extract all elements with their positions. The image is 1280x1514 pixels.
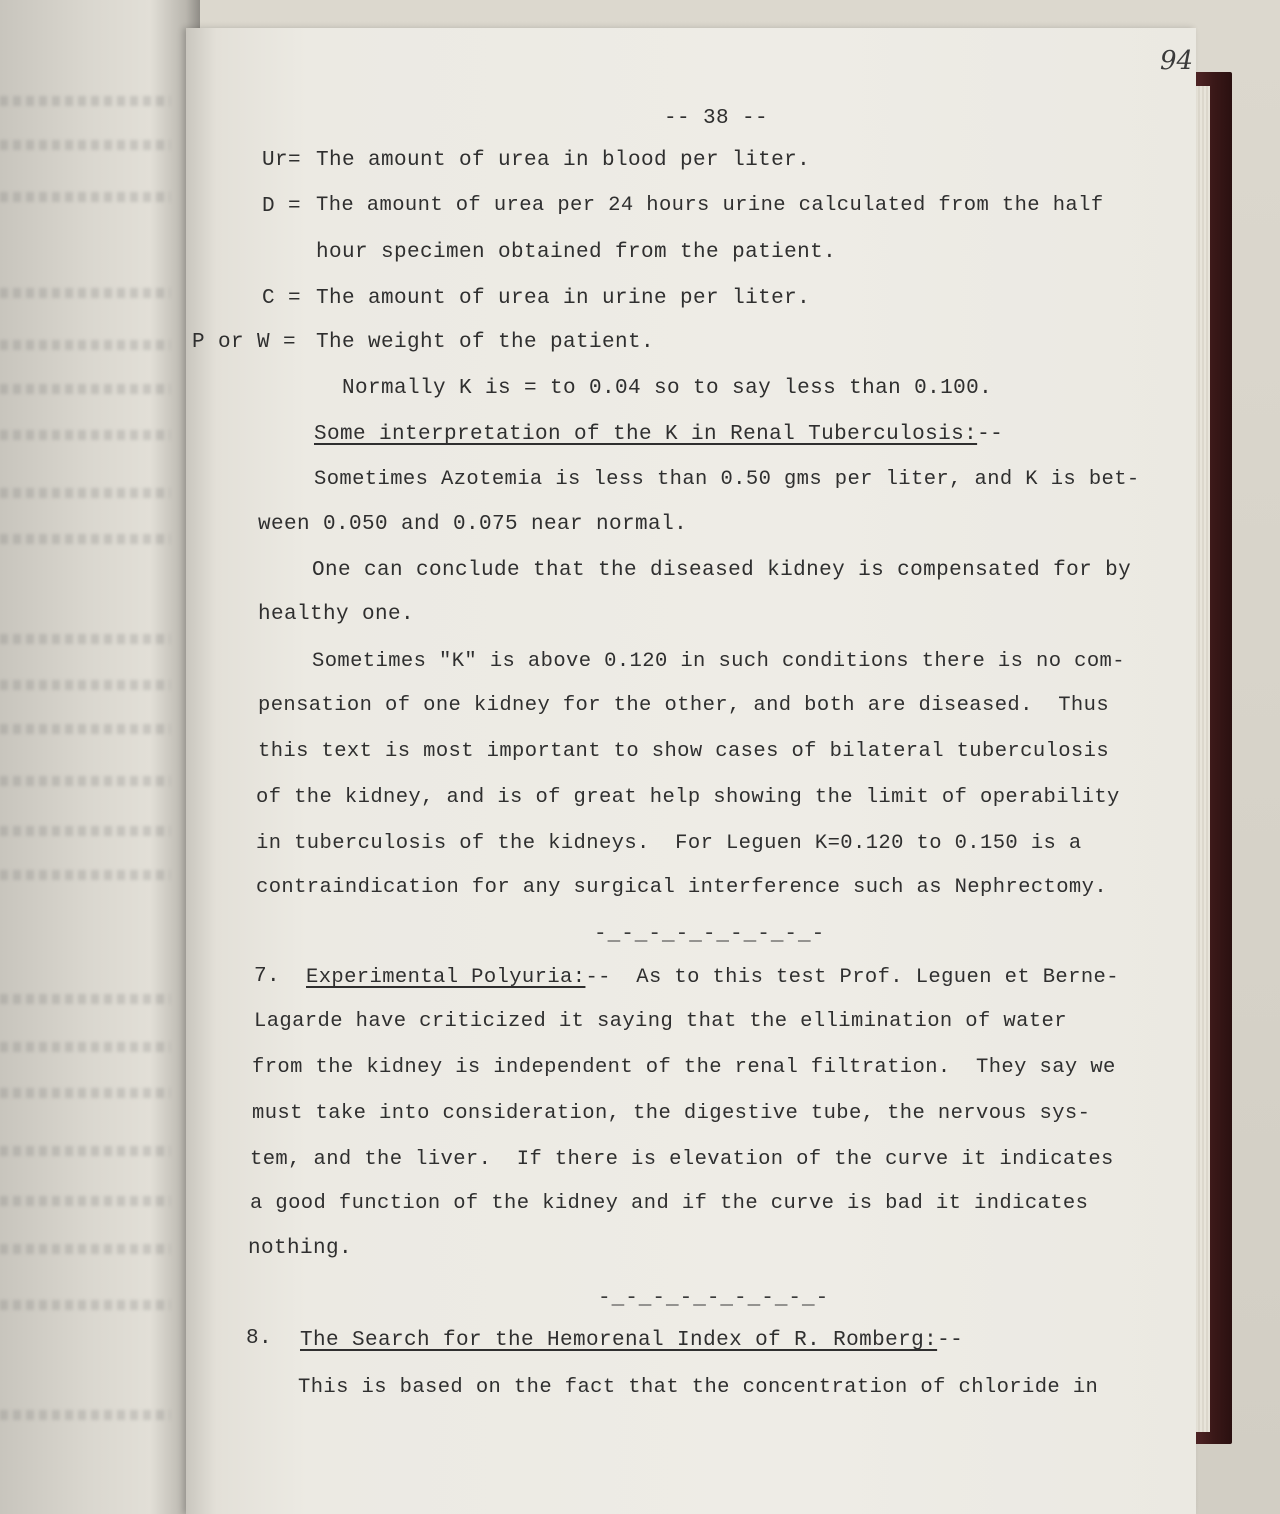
section-k-heading-suffix: -- (977, 423, 1004, 446)
bleed-through-line (0, 192, 170, 202)
bleed-through-line (0, 340, 170, 350)
bleed-through-line (0, 96, 170, 106)
paragraph-line: must take into consideration, the digestive tube, the nervous sys- (252, 1102, 1091, 1125)
bleed-through-line (0, 826, 170, 836)
paragraph-line: contraindication for any surgical interference such as Nephrectomy. (256, 876, 1108, 899)
bleed-through-line (0, 1244, 170, 1254)
paragraph-line: a good function of the kidney and if the curve is bad it indicates (250, 1192, 1089, 1215)
definition-text: The amount of urea in urine per liter. (316, 287, 811, 310)
paragraph-line: Sometimes Azotemia is less than 0.50 gms per liter, and K is bet- (314, 468, 1140, 491)
section-separator: -_-_-_-_-_-_-_-_- (594, 923, 826, 946)
bleed-through-line (0, 1088, 170, 1098)
bleed-through-line (0, 384, 170, 394)
section-7-heading: Experimental Polyuria: (306, 966, 586, 989)
paragraph-line: Lagarde have criticized it saying that the ellimination of water (254, 1010, 1067, 1033)
bleed-through-line (0, 1300, 170, 1310)
paragraph-line: Sometimes "K" is above 0.120 in such conditions there is no com- (312, 650, 1125, 673)
bleed-through-line (0, 680, 170, 690)
definition-label: P or W = (192, 331, 297, 354)
paragraph-line: this text is most important to show cases of bilateral tuberculosis (258, 740, 1110, 763)
paragraph-line: nothing. (248, 1237, 353, 1260)
definition-label: C = (262, 287, 302, 310)
section-separator: -_-_-_-_-_-_-_-_- (598, 1287, 830, 1310)
facing-page (0, 0, 200, 1514)
paragraph-line: This is based on the fact that the concentration of chloride in (298, 1376, 1099, 1399)
bleed-through-line (0, 534, 170, 544)
paragraph-line: healthy one. (258, 603, 415, 626)
bleed-through-line (0, 994, 170, 1004)
paragraph-line: pensation of one kidney for the other, and both are diseased. Thus (258, 694, 1110, 717)
paragraph-line: tem, and the liver. If there is elevation of the curve it indicates (250, 1148, 1114, 1171)
definition-label: D = (262, 195, 302, 218)
bleed-through-line (0, 1042, 170, 1052)
paragraph-line: One can conclude that the diseased kidney is compensated for by (312, 559, 1132, 582)
bleed-through-line (0, 1410, 170, 1420)
section-7-heading-suffix: -- As to this test Prof. Leguen et Berne- (585, 966, 1119, 989)
paragraph-line: from the kidney is independent of the renal filtration. They say we (252, 1056, 1116, 1079)
section-8-heading-suffix: -- (937, 1329, 964, 1352)
section-8-heading-line (300, 1330, 963, 1351)
definition-text: hour specimen obtained from the patient. (316, 241, 837, 264)
definition-text: The amount of urea per 24 hours urine calculated from the half (316, 194, 1104, 217)
section-7-number: 7. (254, 965, 281, 988)
paragraph-line: ween 0.050 and 0.075 near normal. (258, 513, 688, 536)
section-8-number: 8. (246, 1327, 273, 1350)
bleed-through-line (0, 724, 170, 734)
bleed-through-line (0, 140, 170, 150)
section-7-heading-line (306, 968, 1119, 989)
bleed-through-line (0, 1196, 170, 1206)
paragraph-line: in tuberculosis of the kidneys. For Leguen K=0.120 to 0.150 is a (256, 832, 1082, 855)
bleed-through-line (0, 288, 170, 298)
section-k-heading: Some interpretation of the K in Renal Tuberculosis: (314, 423, 978, 446)
normal-value-text: Normally K is = to 0.04 so to say less than 0.100. (342, 377, 993, 400)
page-number: -- 38 -- (664, 107, 769, 130)
bleed-through-line (0, 776, 170, 786)
definition-label: Ur= (262, 149, 302, 172)
folio-number: 94 (1160, 46, 1194, 76)
bleed-through-line (0, 1146, 170, 1156)
section-k-heading-line (314, 424, 1003, 445)
paragraph-line: of the kidney, and is of great help showing the limit of operability (256, 786, 1120, 809)
section-8-heading: The Search for the Hemorenal Index of R. Romberg: (300, 1329, 938, 1352)
bleed-through-line (0, 488, 170, 498)
definition-text: The amount of urea in blood per liter. (316, 149, 811, 172)
bleed-through-line (0, 634, 170, 644)
bleed-through-line (0, 430, 170, 440)
definition-text: The weight of the patient. (316, 331, 655, 354)
bleed-through-line (0, 870, 170, 880)
